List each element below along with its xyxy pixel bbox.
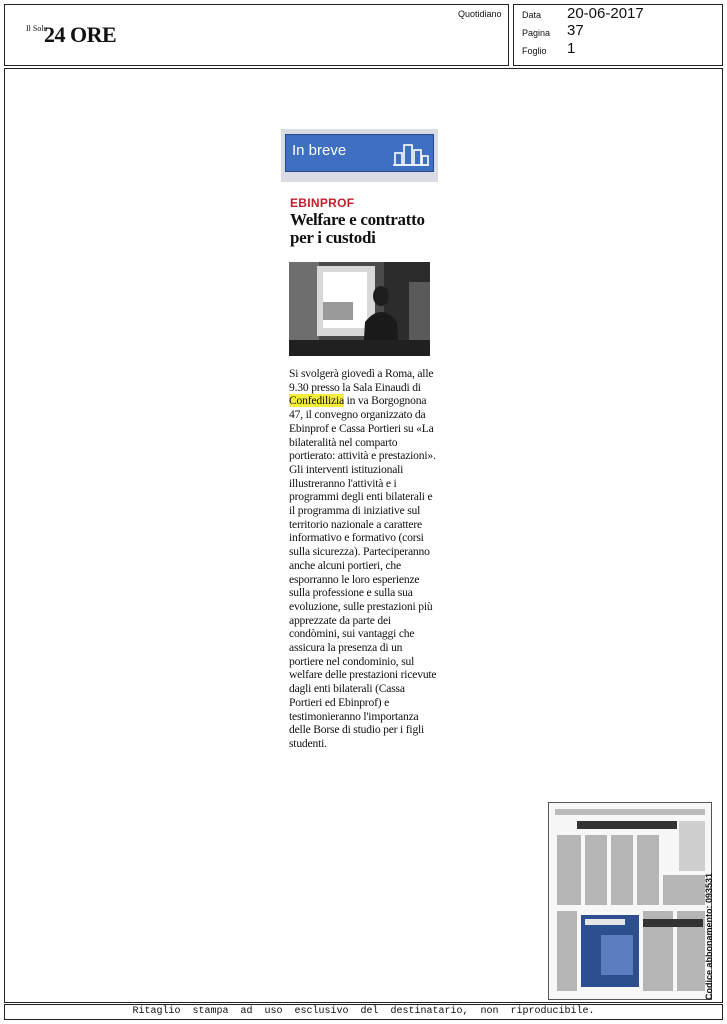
publication-type: Quotidiano: [458, 9, 502, 19]
meta-value-foglio: 1: [567, 40, 576, 57]
article-body: [289, 367, 439, 751]
meta-value-data: 20-06-2017: [567, 5, 644, 22]
meta-label-pagina: Pagina: [522, 28, 551, 38]
highlighted-keyword: Confedilizia: [289, 394, 344, 408]
buildings-icon: [392, 141, 430, 167]
doorman-photo-illustration: [289, 262, 430, 356]
section-banner-label: In breve: [292, 142, 347, 159]
article-body-rest: in va Borgognona 47, il convegno organizzato da Ebinprof e Cassa Portieri su «La bilateralità nel comparto portierato: attività e prestazioni». Gli interventi istituzionali illustreranno l'attività e i programmi degli enti bilaterali e il programma di iniziative sul territorio nazionale a carattere informativo e formativo (corsi sulla sicurezza). Parteciperanno anche alcuni portieri, che esporranno le loro esperienze sulla professione e sulla sua evoluzione, sulle prestazioni più apprezzate da parte dei condòmini, sui vantaggi che assicura la presenza di un portiere nel condominio, sul welfare delle prestazioni ricevute dagli enti bilaterali (Cassa Portieri ed Ebinprof) e testimonieranno l'importanza delle Borse di studio per i figli studenti.: [289, 394, 437, 750]
meta-label-foglio: Foglio: [522, 46, 547, 56]
section-banner: [281, 129, 438, 182]
meta-label-data: Data: [522, 10, 542, 20]
article-body-start: Si svolgerà giovedì a Roma, alle 9.30 presso la Sala Einaudi di: [289, 367, 434, 394]
article-headline: Welfare e contratto per i custodi: [290, 210, 425, 247]
logo-small-text: Il Sole: [26, 24, 48, 33]
page-thumbnail: [548, 802, 712, 1000]
section-banner-box: [285, 134, 434, 172]
newspaper-logo: 24 ORE: [44, 22, 117, 47]
article-kicker: EBINPROF: [290, 196, 355, 210]
footer-disclaimer: Ritaglio stampa ad uso esclusivo del destinatario, non riproducibile.: [132, 1006, 595, 1017]
newspaper-page-thumbnail: [549, 803, 711, 999]
meta-value-pagina: 37: [567, 22, 584, 39]
subscription-code: Codice abbonamento: 093531: [704, 872, 714, 1000]
article-photo: [289, 262, 430, 356]
